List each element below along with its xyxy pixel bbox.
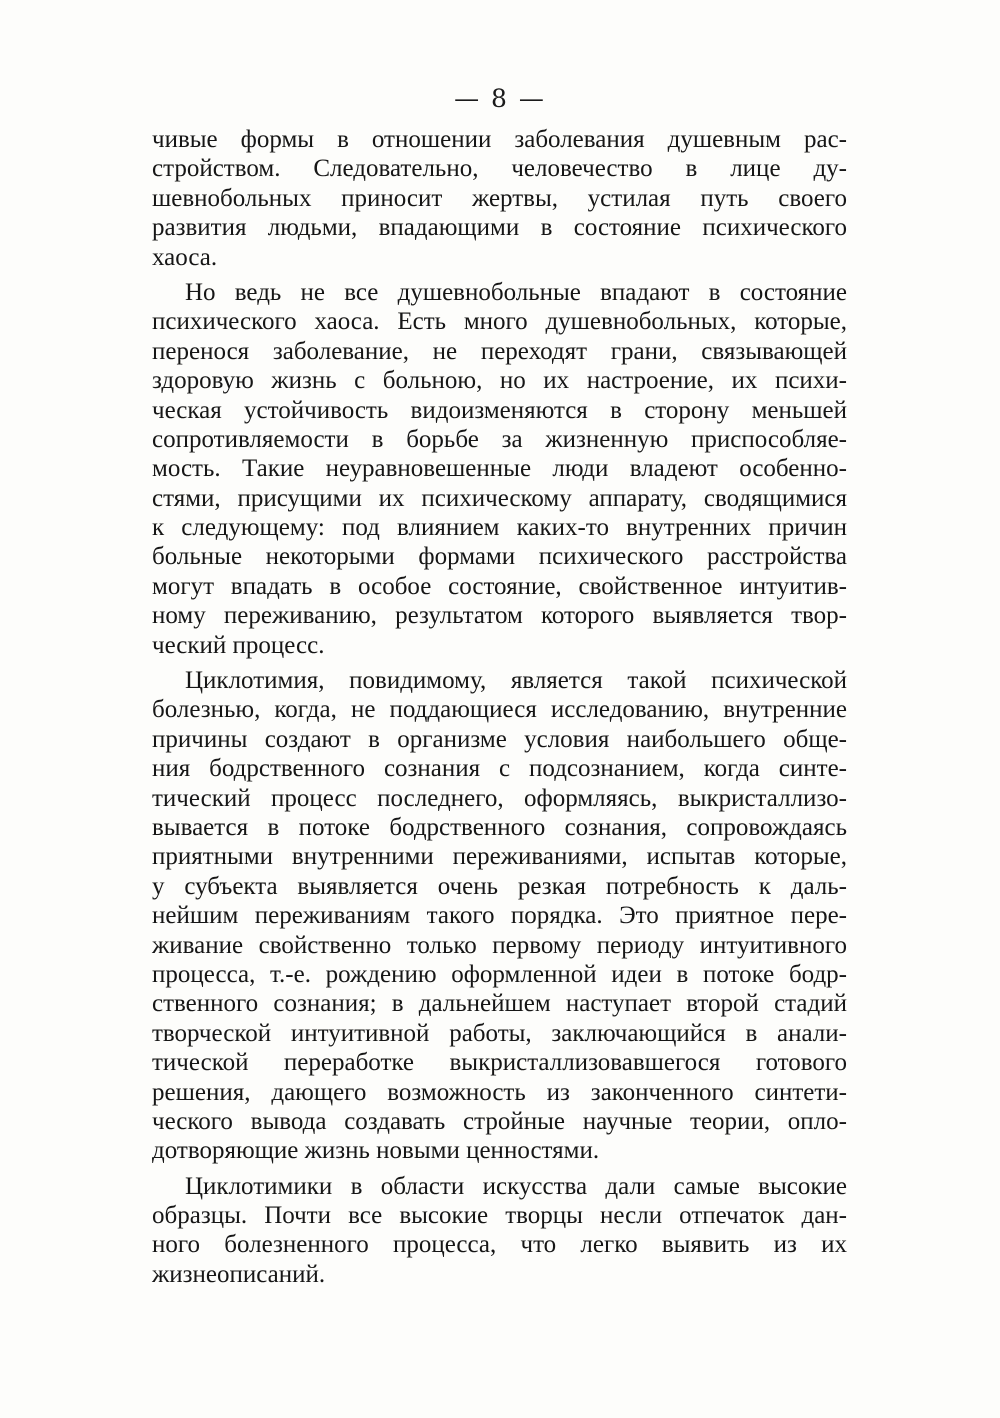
text-line: дотворяющие жизнь новыми ценностями.	[152, 1137, 600, 1165]
text-line: чивые формы в отношении заболевания душевным рас-	[152, 126, 847, 153]
text-line: мость. Такие неуравновешенные люди владеют особенно-	[152, 455, 847, 483]
text-line: здоровую жизнь с больною, но их настроение, их психи-	[152, 367, 847, 395]
text-line: могут впадать в особое состояние, свойственное интуитив-	[152, 572, 847, 600]
text-line: вывается в потоке бодрственного сознания, сопровождаясь	[152, 813, 847, 841]
text-line: живание свойственно только первому периоду интуитивного	[152, 931, 847, 959]
text-line: Циклотимия, повидимому, является такой психической	[185, 667, 847, 695]
text-line: решения, дающего возможность из законченного синтети-	[152, 1078, 847, 1106]
text-line: больные некоторыми формами психического расстройства	[152, 543, 847, 571]
text-line: творческой интуитивной работы, заключающийся в анали-	[152, 1019, 847, 1047]
text-line: хаоса.	[152, 243, 218, 271]
text-line: тический процесс последнего, оформляясь, выкристаллизо-	[152, 784, 847, 812]
text-line: стройством. Следовательно, человечество в лице ду-	[152, 155, 847, 183]
body-text	[152, 125, 847, 1289]
text-line: ному переживанию, результатом которого выявляется твор-	[152, 602, 847, 630]
text-line: болезнью, когда, не поддающиеся исследованию, внутренние	[152, 696, 847, 724]
text-line: жизнеописаний.	[152, 1260, 326, 1288]
text-line: ного болезненного процесса, что легко выявить из их	[152, 1231, 847, 1259]
text-line: развития людьми, впадающими в состояние психического	[152, 214, 847, 242]
text-line: Циклотимики в области искусства дали самые высокие	[185, 1172, 847, 1200]
text-line: процесса, т.-е. рождению оформленной идеи в потоке бодр-	[152, 960, 847, 988]
text-line: стями, присущими их психическому аппарату, сводящимися	[152, 484, 847, 512]
paragraph	[152, 1172, 847, 1290]
page-number: — 8 —	[454, 84, 546, 113]
text-line: психического хаоса. Есть много душевнобольных, которые,	[152, 308, 847, 336]
text-line: ческий процесс.	[152, 631, 325, 659]
text-line: Но ведь не все душевнобольные впадают в состояние	[185, 278, 847, 306]
text-line: сопротивляемости в борьбе за жизненную приспособляе-	[152, 425, 847, 453]
text-line: ческая устойчивость видоизменяются в сторону меньшей	[152, 396, 847, 424]
text-line: образцы. Почти все высокие творцы несли отпечаток дан-	[152, 1202, 847, 1230]
text-line: нейшим переживаниям такого порядка. Это приятное пере-	[152, 902, 847, 930]
paragraph	[152, 278, 847, 660]
paragraph	[152, 666, 847, 1166]
text-line: ственного сознания; в дальнейшем наступает второй стадий	[152, 990, 847, 1018]
text-line: ческого вывода создавать стройные научные теории, опло-	[152, 1107, 847, 1135]
text-line: шевнобольных приносит жертвы, устилая путь своего	[152, 184, 847, 212]
paragraph	[152, 125, 847, 272]
text-line: ния бодрственного сознания с подсознанием, когда синте-	[152, 755, 847, 783]
text-line: приятными внутренними переживаниями, испытав которые,	[152, 843, 847, 871]
text-line: тической переработке выкристаллизовавшегося готового	[152, 1049, 847, 1077]
text-line: перенося заболевание, не переходят грани, связывающей	[152, 337, 847, 365]
text-line: у субъекта выявляется очень резкая потребность к даль-	[152, 872, 847, 900]
text-line: причины создают в организме условия наибольшего обще-	[152, 725, 847, 753]
text-line: к следующему: под влиянием каких-то внутренних причин	[152, 514, 847, 542]
